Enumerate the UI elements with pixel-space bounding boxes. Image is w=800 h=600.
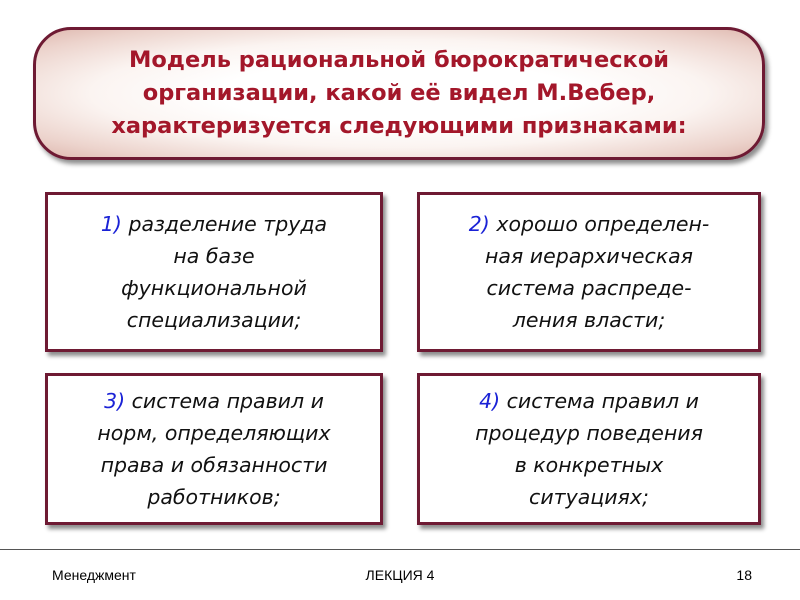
title-line-2: организации, какой её видел М.Вебер,	[142, 80, 656, 106]
feature-card-4-line-1: система правил и	[506, 389, 699, 413]
feature-card-2-number: 2)	[468, 212, 490, 236]
feature-card-3-line-4: работников;	[147, 485, 281, 509]
footer-divider	[0, 549, 800, 550]
feature-card-3-line-2: норм, определяющих	[97, 421, 331, 445]
feature-card-4-number: 4)	[479, 389, 501, 413]
feature-card-2-line-3: система распреде-	[486, 276, 692, 300]
feature-card-3-text	[97, 385, 330, 513]
feature-card-2-line-1: хорошо определен-	[496, 212, 710, 236]
footer-lecture-label: ЛЕКЦИЯ 4	[365, 567, 435, 583]
feature-card-4-text	[475, 385, 703, 513]
feature-card-2	[417, 192, 761, 352]
feature-card-1-line-4: специализации;	[126, 308, 302, 332]
feature-card-4	[417, 373, 761, 525]
feature-card-1-number: 1)	[100, 212, 122, 236]
feature-card-1-text	[101, 208, 327, 336]
feature-card-2-line-4: ления власти;	[512, 308, 666, 332]
feature-card-3	[45, 373, 383, 525]
feature-card-4-line-3: в конкретных	[514, 453, 664, 477]
feature-card-3-line-3: права и обязанности	[100, 453, 328, 477]
feature-card-1-line-2: на базе	[173, 244, 255, 268]
footer-course-name: Менеджмент	[52, 567, 136, 583]
feature-card-4-line-4: ситуациях;	[529, 485, 649, 509]
title-line-1: Модель рациональной бюрократической	[128, 47, 670, 73]
feature-card-1	[45, 192, 383, 352]
title-banner	[33, 27, 765, 160]
feature-card-4-line-2: процедур поведения	[475, 421, 703, 445]
feature-card-3-number: 3)	[104, 389, 126, 413]
feature-card-3-line-1: система правил и	[131, 389, 324, 413]
title-line-3: характеризуется следующими признаками:	[111, 113, 687, 139]
feature-card-1-line-3: функциональной	[121, 276, 307, 300]
feature-card-1-line-1: разделение труда	[128, 212, 328, 236]
slide-title	[111, 44, 686, 143]
feature-card-2-text	[469, 208, 710, 336]
feature-card-2-line-2: ная иерархическая	[484, 244, 694, 268]
footer-page-number: 18	[736, 567, 752, 583]
